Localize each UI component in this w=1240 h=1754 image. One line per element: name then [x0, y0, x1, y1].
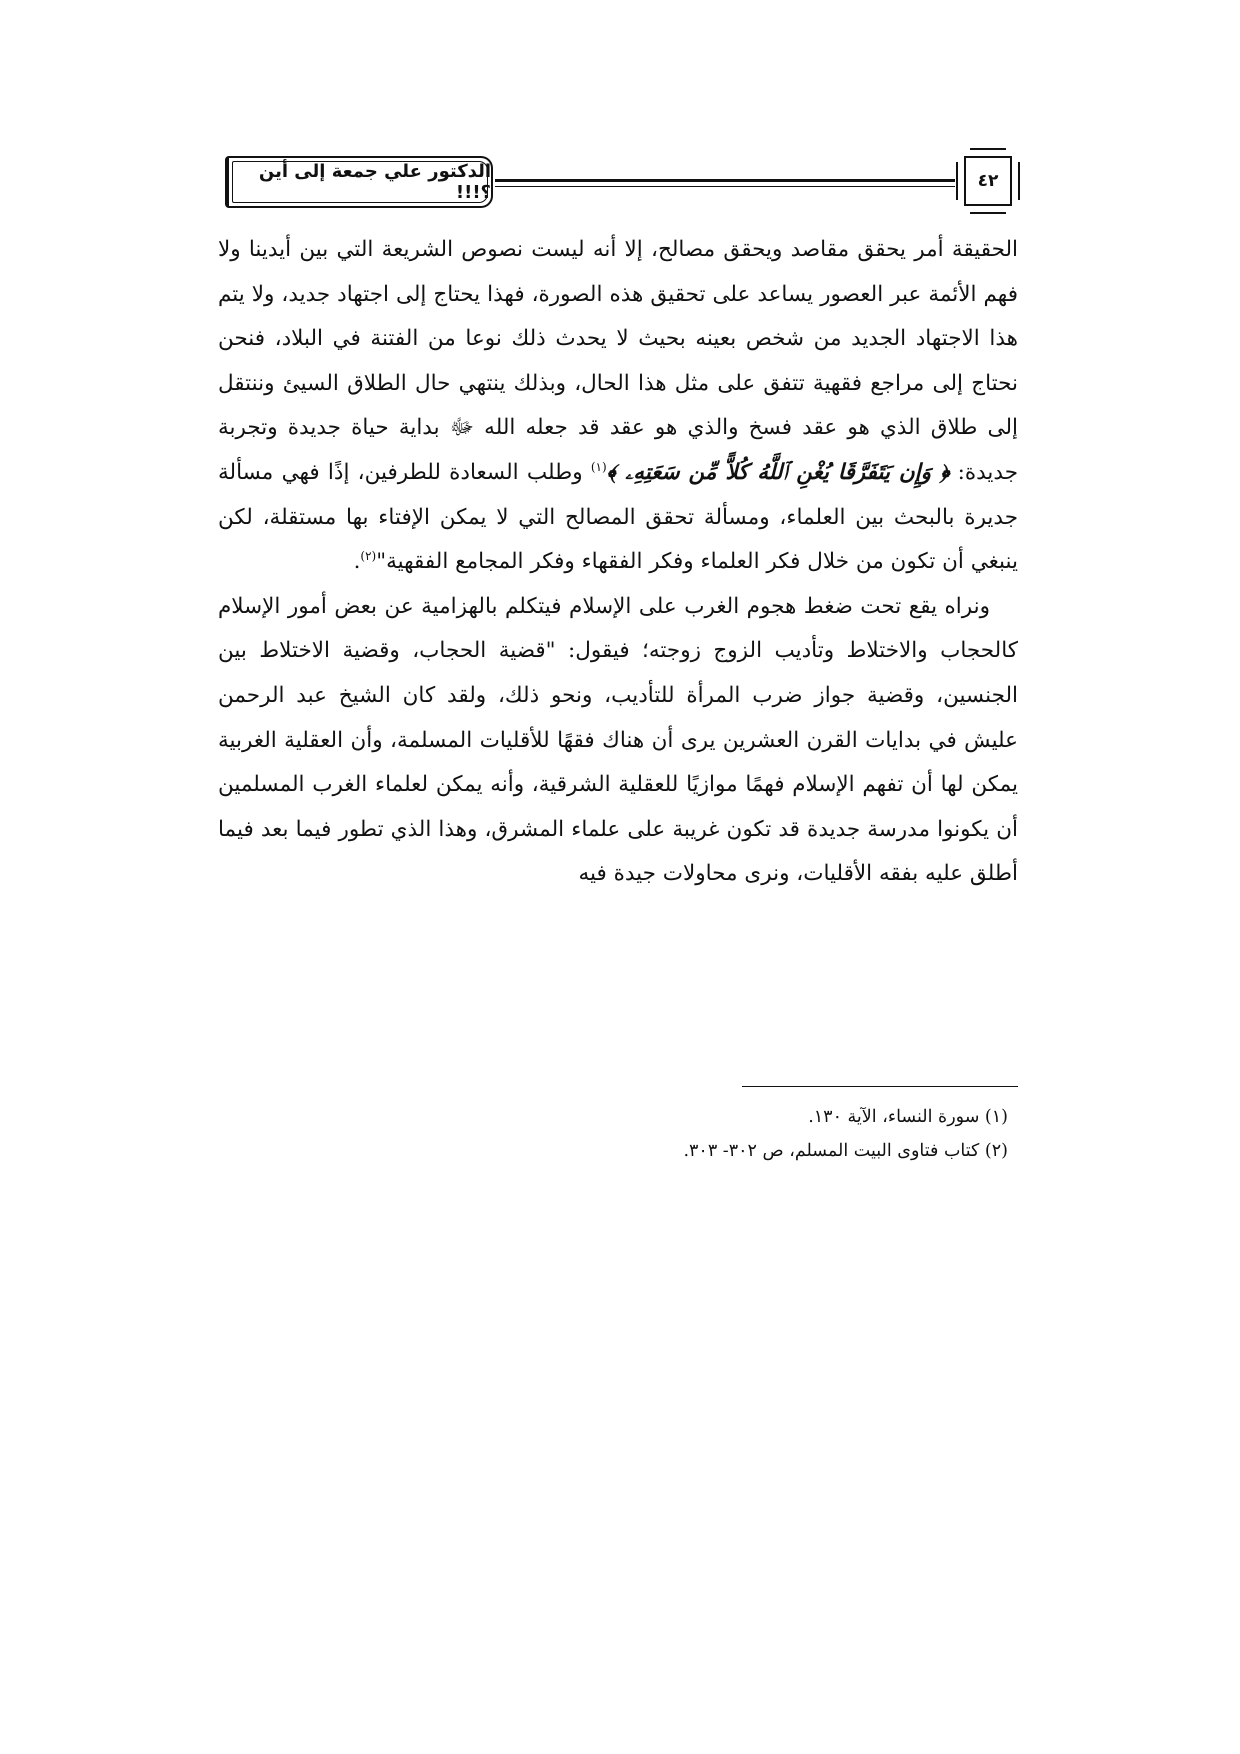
paragraph-1-end: .	[353, 549, 361, 575]
paragraph-2-intro: ونراه يقع تحت ضغط هجوم الغرب على الإسلام فيتكلم بالهزامية عن بعض أمور الإسلام كالحجاب والاختلاط وتأديب الزوج زوجته؛ فيقول:	[218, 593, 1018, 664]
paragraph-1	[218, 228, 1018, 585]
footnotes	[218, 1100, 1008, 1168]
footnote-separator	[742, 1086, 1018, 1087]
footnote-ref-2[interactable]: (٢)	[360, 549, 377, 563]
footnote-ref-1[interactable]: (١)	[590, 459, 607, 474]
running-title-frame	[225, 156, 493, 208]
paragraph-1-continued: وطلب السعادة للطرفين، إذًا فهي مسألة جديرة بالبحث بين العلماء، ومسألة تحقق المصالح التي لا يمكن الإفتاء بها مستقلة، لكن ينبغي أن تكون من خلال فكر العلماء وفكر الفقهاء وفكر المجامع الفقهية"	[218, 459, 1018, 575]
page-number-frame	[956, 148, 1020, 214]
running-title: الدكتور علي جمعة إلى أين ؟!!!	[258, 161, 491, 203]
header-rule-thin	[495, 186, 955, 187]
footnote-1: (١) سورة النساء، الآية ١٣٠.	[808, 1107, 1008, 1127]
quran-verse: ﴿ وَإِن يَتَفَرَّقَا يُغْنِ ٱللَّهُ كُلاًّ مِّن سَعَتِهِۦ ﴾	[606, 459, 950, 485]
paragraph-2	[218, 585, 1018, 897]
footnote-2: (٢) كتاب فتاوى البيت المسلم، ص ٣٠٢- ٣٠٣.	[683, 1141, 1008, 1161]
main-text	[218, 228, 1018, 897]
header-rule	[495, 179, 955, 182]
page-header	[225, 146, 1020, 216]
paragraph-1-text: الحقيقة أمر يحقق مقاصد ويحقق مصالح، إلا أنه ليست نصوص الشريعة التي بين أيدينا ولا فهم الأئمة عبر العصور يساعد على تحقيق هذه الصورة، فهذا يحتاج إلى اجتهاد جديد، ولا يتم هذا الاجتهاد الجديد من شخص بعينه بحيث لا يحدث ذلك نوعا من الفتنة في البلاد، فنحن نحتاج إلى مراجع فقهية تتفق على مثل هذا الحال، وبذلك ينتهي حال الطلاق السيئ وننتقل إلى طلاق الذي هو عقد فسخ والذي هو عقد قد جعله الله ﷻ بداية حياة جديدة وتجربة جديدة:	[218, 237, 1018, 485]
page-number: ٤٢	[977, 171, 999, 191]
paragraph-2-quote: "قضية الحجاب، وقضية الاختلاط بين الجنسين، وقضية جواز ضرب المرأة للتأديب، ونحو ذلك، ولقد كان الشيخ عبد الرحمن عليش في بدايات القرن العشرين يرى أن هناك فقهًا للأقليات المسلمة، وأن العقلية الغربية يمكن لها أن تفهم الإسلام فهمًا موازيًا للعقلية الشرقية، وأنه يمكن لعلماء الغرب المسلمين أن يكونوا مدرسة جديدة قد تكون غريبة على علماء المشرق، وهذا الذي تطور فيما بعد فيما أطلق عليه بفقه الأقليات، ونرى محاولات جيدة فيه	[218, 638, 1018, 887]
